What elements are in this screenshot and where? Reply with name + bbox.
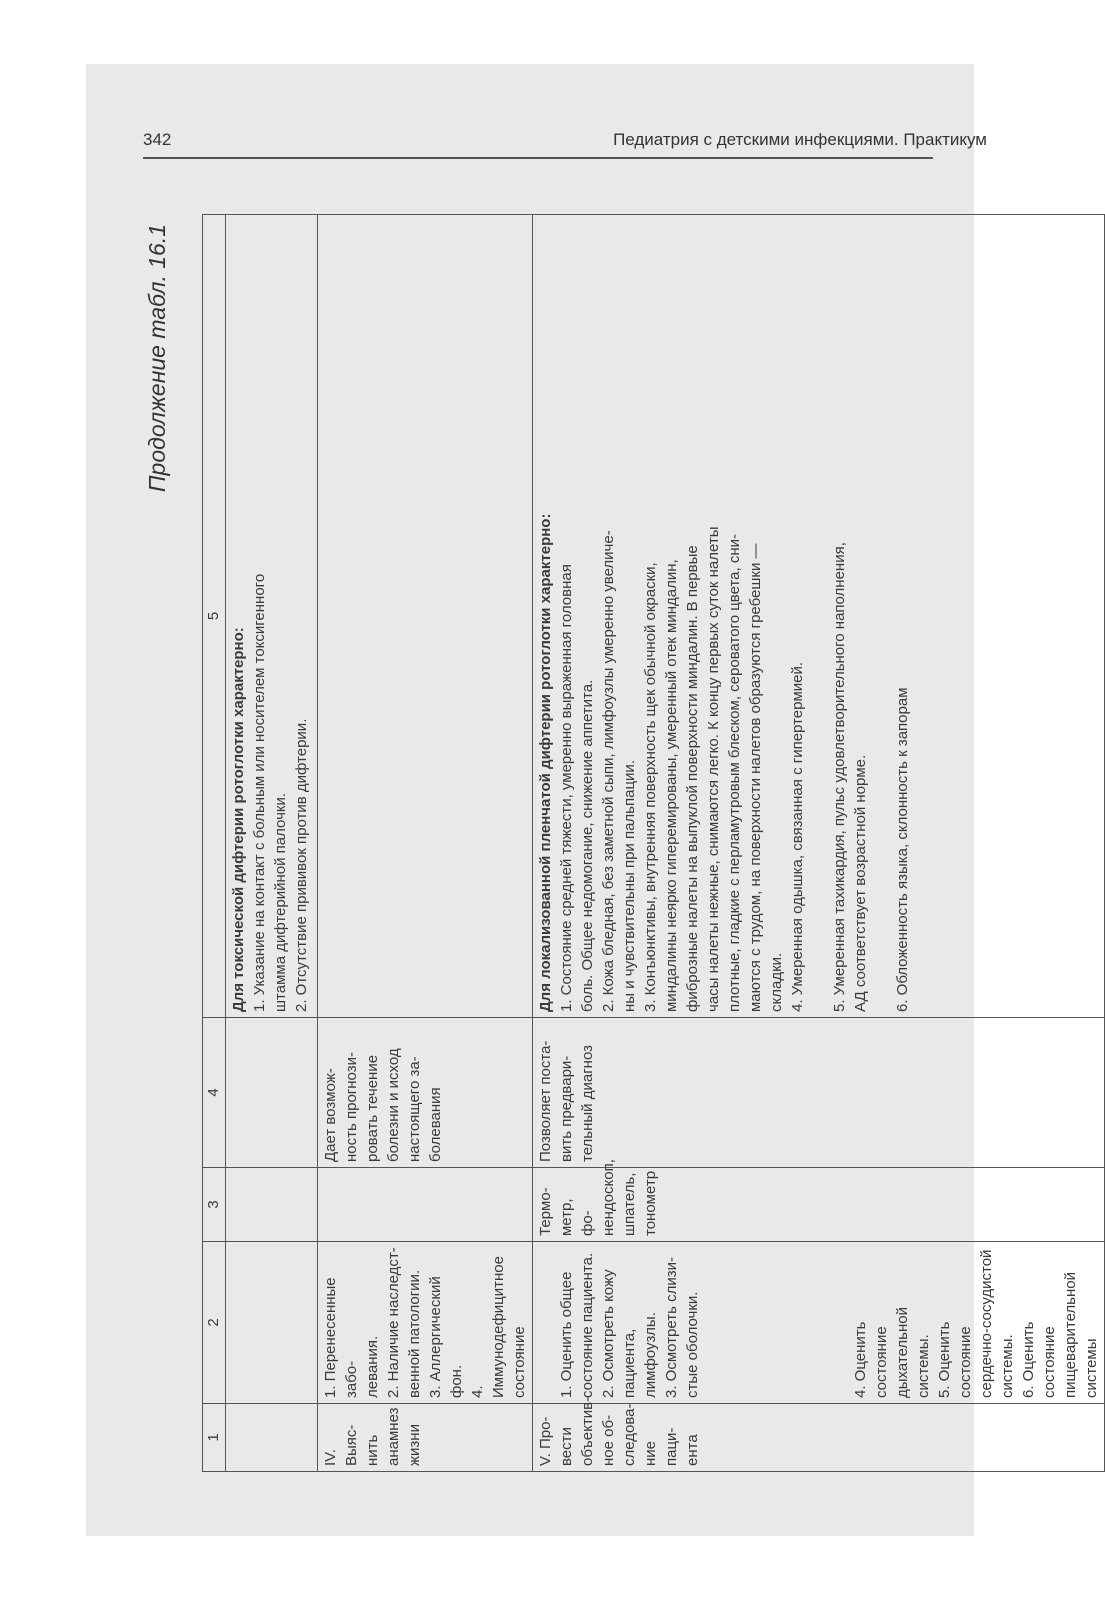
text-line: ное об-: [600, 1414, 617, 1466]
cell: [226, 1404, 318, 1472]
text-line: болезни и исход: [385, 1048, 402, 1162]
text-line: пациента, лимфоузлы.: [621, 1312, 659, 1398]
text-line: тельный диагноз: [579, 1044, 596, 1162]
cell-examination-tools: [533, 1159, 1105, 1242]
cell-anamnesis-actions: [318, 1242, 533, 1404]
text-line: объектив-: [579, 1396, 596, 1466]
text-line: ность прогнози-: [343, 1052, 360, 1162]
text-line: АД соответствует возрастной норме.: [852, 754, 869, 1012]
text-line: Позволяет поста-: [537, 1040, 554, 1162]
text-line: шпатель,: [621, 1172, 638, 1236]
text-line: миндалины неярко гиперемированы, умеренный отек миндалин,: [663, 559, 680, 1012]
text-line: метр, фо-: [558, 1198, 596, 1236]
text-line: 2. Отсутствие прививок против дифтерии.: [293, 718, 310, 1012]
cell-toxic-findings: [226, 215, 318, 1018]
table-row-examination: [533, 215, 1105, 1472]
text-line: 1. Указание на контакт с больным или носителем токсигенного: [251, 573, 268, 1012]
text-line: 1. Состояние средней тяжести, умеренно выраженная головная: [558, 564, 575, 1012]
text-line: 5. Оценить состояние: [936, 1321, 974, 1398]
text-line: часы налеты нежные, снимаются легко. К концу первых суток налеты: [705, 526, 722, 1012]
text-line: нить: [364, 1434, 381, 1466]
running-title: Педиатрия с детскими инфекциями. Практикум: [613, 130, 987, 149]
cell: [318, 1168, 533, 1242]
header-col-3: 3: [203, 1168, 226, 1242]
text-line: дыхательной системы.: [894, 1307, 932, 1398]
text-line: складки.: [768, 952, 785, 1012]
text-line: вить предвари-: [558, 1055, 575, 1162]
text-line: 2. Кожа бледная, без заметной сыпи, лимфоузлы умеренно увеличе-: [600, 530, 617, 1012]
text-line: фиброзные налеты на выпуклой поверхности миндалин. В первые: [684, 545, 701, 1012]
localized-title: Для локализованной пленчатой дифтерии ротоглотки характерно:: [537, 513, 554, 1012]
text-line: 6. Обложенность языка, склонность к запорам: [894, 687, 911, 1012]
text-line: 3. Осмотреть слизи-: [663, 1257, 680, 1398]
text-line: следова-: [621, 1403, 638, 1466]
cell: [226, 1168, 318, 1242]
cell: [226, 1018, 318, 1168]
text-line: 2. Осмотреть кожу: [600, 1269, 617, 1398]
text-line: тонометр: [642, 1170, 659, 1236]
text-line: ны и чувствительны при пальпации.: [621, 760, 638, 1012]
text-line: 2. Наличие наследст-: [385, 1247, 402, 1398]
text-line: маются с трудом, на поверхности налетов образуются гребешки —: [747, 543, 764, 1012]
text-line: 3. Аллергический фон.: [427, 1276, 465, 1398]
header-col-4: 4: [203, 1018, 226, 1168]
text-line: пищеварительной: [1062, 1272, 1079, 1398]
text-line: штамма дифтерийной палочки.: [272, 793, 289, 1012]
rotated-table-area: [142, 212, 1100, 1472]
text-line: 1. Оценить общее: [558, 1271, 575, 1398]
text-line: V. Про-: [537, 1416, 554, 1466]
cell-anamnesis-rationale: [318, 1018, 533, 1168]
cell: [226, 1242, 318, 1404]
page-number: 342: [143, 130, 172, 149]
text-line: состояние: [511, 1326, 528, 1398]
text-line: левания.: [364, 1335, 381, 1398]
text-line: системы: [1083, 1338, 1100, 1398]
table-header-row: [203, 215, 226, 1472]
text-line: венной патологии.: [406, 1269, 423, 1398]
text-line: ние паци-: [642, 1427, 680, 1466]
text-line: анамнез: [385, 1407, 402, 1466]
cell-stage-5: [533, 1396, 1105, 1472]
text-line: Дает возмож-: [322, 1068, 339, 1162]
text-line: плотные, гладкие с перламутровым блеском, сероватого цвета, сни-: [726, 534, 743, 1012]
cell-localized-findings: [533, 215, 1105, 1018]
header-col-5: 5: [203, 215, 226, 1018]
text-line: состояние пациента.: [579, 1252, 596, 1398]
table-row-toxic: [226, 215, 318, 1472]
text-line: IV. Выяс-: [322, 1424, 360, 1466]
text-line: стые оболочки.: [684, 1291, 701, 1398]
text-line: боль. Общее недомогание, снижение аппетита.: [579, 679, 596, 1012]
cell-examination-actions: [533, 1242, 1105, 1404]
header-rule: [143, 157, 933, 159]
toxic-title: Для токсической дифтерии ротоглотки характерно:: [230, 627, 247, 1012]
cell-examination-rationale: [533, 1018, 1105, 1168]
text-line: сердечно-сосудистой: [978, 1249, 995, 1398]
cell-stage-4: [318, 1404, 533, 1472]
nursing-process-table: [202, 214, 1105, 1472]
text-line: 1. Перенесенные забо-: [322, 1277, 360, 1398]
text-line: жизни: [406, 1424, 423, 1466]
text-line: настоящего за-: [406, 1056, 423, 1162]
table-caption: Продолжение табл. 16.1: [144, 224, 170, 493]
text-line: 5. Умеренная тахикардия, пульс удовлетворительного наполнения,: [831, 542, 848, 1012]
text-line: болевания: [427, 1087, 444, 1162]
text-line: 4. Иммунодефицитное: [469, 1256, 507, 1398]
table-row-anamnesis: [318, 215, 533, 1472]
text-line: ента: [684, 1434, 701, 1466]
text-line: нендоскоп,: [600, 1159, 617, 1236]
text-line: 4. Умеренная одышка, связанная с гипертермией.: [789, 661, 806, 1012]
text-line: системы.: [999, 1334, 1016, 1398]
text-line: вести: [558, 1427, 575, 1466]
header-col-2: 2: [203, 1242, 226, 1404]
text-line: Термо-: [537, 1187, 554, 1236]
text-line: 4. Оценить состояние: [852, 1321, 890, 1398]
text-line: 3. Конъюнктивы, внутренняя поверхность щек обычной окраски,: [642, 562, 659, 1012]
cell: [318, 215, 533, 1018]
text-line: 6. Оценить состояние: [1020, 1321, 1058, 1398]
header-col-1: 1: [203, 1404, 226, 1472]
text-line: ровать течение: [364, 1054, 381, 1162]
